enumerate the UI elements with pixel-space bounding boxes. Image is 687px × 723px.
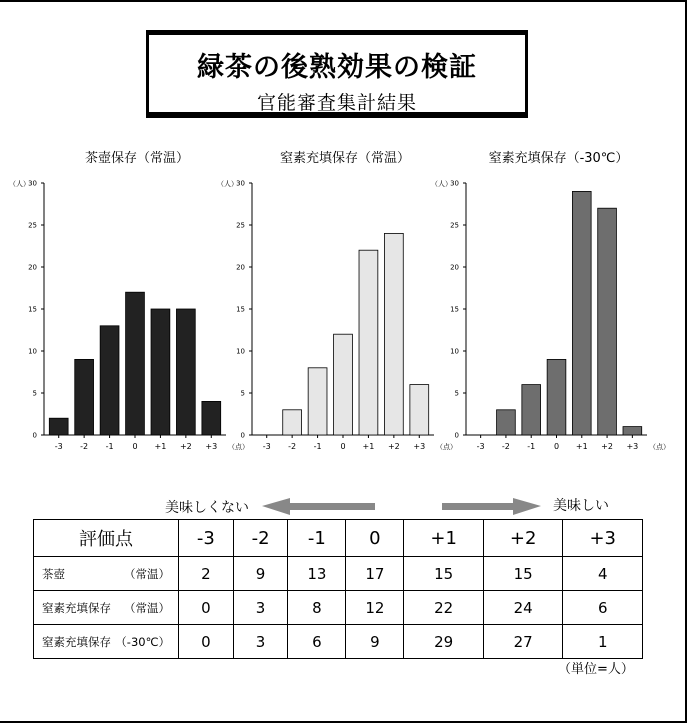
table-cell: 22 (404, 591, 484, 625)
results-table (33, 519, 643, 659)
x-tick-label: -3 (262, 442, 271, 451)
x-tick-label: -1 (527, 442, 536, 451)
y-tick-label: 30 (236, 179, 245, 188)
x-tick-label: -3 (476, 442, 485, 451)
y-tick-label: 5 (240, 389, 245, 398)
arrow-right-icon (442, 498, 541, 515)
y-tick-label: 10 (450, 347, 459, 356)
arrow-right-label: 美味しい (553, 498, 609, 514)
table-cell: 27 (483, 625, 563, 659)
table-cell: 0 (179, 591, 234, 625)
y-tick-label: 0 (240, 431, 245, 440)
arrow-left-label: 美味しくない (165, 500, 249, 516)
bar (384, 233, 403, 435)
row-name: 窒素充填保存 (42, 600, 111, 615)
table-cell: 13 (288, 557, 346, 591)
x-tick-label: -2 (288, 442, 297, 451)
table-cell: 2 (179, 557, 234, 591)
chart-title: 茶壺保存（常温） (84, 151, 190, 166)
arrow-left-icon (262, 498, 375, 515)
x-axis-unit: （点） (649, 443, 670, 451)
x-axis-unit: （点） (228, 443, 249, 451)
table-col-header: 0 (346, 520, 404, 557)
row-condition: （常温） (124, 600, 170, 615)
table-row (34, 591, 643, 625)
y-tick-label: 20 (236, 263, 245, 272)
table-cell: 12 (346, 591, 404, 625)
y-tick-label: 30 (28, 179, 37, 188)
table-col-header: -2 (233, 520, 288, 557)
table-col-header: +1 (404, 520, 484, 557)
y-tick-label: 20 (28, 263, 37, 272)
y-tick-label: 0 (32, 431, 37, 440)
bar-chart-3 (431, 150, 670, 451)
table-cell: 0 (179, 625, 234, 659)
x-axis-unit: （点） (436, 443, 457, 451)
table-cell: 4 (563, 557, 643, 591)
bar (497, 410, 516, 435)
row-name: 窒素充填保存 (42, 634, 111, 649)
x-tick-label: 0 (553, 442, 560, 451)
table-cell: 3 (233, 625, 288, 659)
y-tick-label: 30 (450, 179, 459, 188)
table-cell: 9 (346, 625, 404, 659)
table-header-label: 評価点 (34, 520, 179, 557)
chart-title: 窒素充填保存（常温） (279, 151, 411, 166)
bar (334, 334, 353, 435)
row-name: 茶壺 (42, 566, 65, 581)
x-tick-label: -2 (80, 442, 89, 451)
bar (126, 292, 145, 435)
row-condition: （常温） (124, 566, 170, 581)
bar (176, 309, 195, 435)
table-row-label (34, 591, 179, 625)
table-cell: 17 (346, 557, 404, 591)
table-cell: 15 (404, 557, 484, 591)
y-tick-label: 20 (450, 263, 459, 272)
y-tick-label: 10 (236, 347, 245, 356)
bar (547, 359, 566, 435)
page-title: 緑茶の後熟効果の検証 (197, 52, 477, 83)
y-tick-label: 0 (454, 431, 459, 440)
table-row (34, 625, 643, 659)
bar (359, 250, 378, 435)
bar (202, 401, 221, 435)
x-tick-label: +3 (626, 442, 639, 451)
table-cell: 6 (288, 625, 346, 659)
table-cell: 24 (483, 591, 563, 625)
y-axis-unit: （人） (9, 180, 30, 188)
table-row-label (34, 625, 179, 659)
row-condition: （-30℃） (115, 634, 170, 649)
table-cell: 9 (233, 557, 288, 591)
x-tick-label: 0 (340, 442, 346, 451)
y-tick-label: 25 (28, 221, 37, 230)
table-cell: 29 (404, 625, 484, 659)
y-tick-label: 5 (454, 389, 459, 398)
table-col-header: -3 (179, 520, 234, 557)
table-cell: 15 (483, 557, 563, 591)
bar-chart-1 (9, 150, 249, 451)
x-tick-label: +1 (154, 442, 167, 451)
y-tick-label: 5 (32, 389, 37, 398)
x-tick-label: -1 (313, 442, 322, 451)
y-tick-label: 15 (450, 305, 459, 314)
bar (410, 385, 429, 435)
bar (598, 208, 617, 435)
bar (75, 359, 94, 435)
chart-title: 窒素充填保存（-30℃） (488, 151, 629, 166)
page-subtitle: 官能審査集計結果 (256, 92, 417, 114)
x-tick-label: +3 (413, 442, 426, 451)
x-tick-label: -2 (501, 442, 510, 451)
table-row-label (34, 557, 179, 591)
y-axis-unit: （人） (431, 180, 452, 188)
bar (151, 309, 170, 435)
bar (522, 385, 541, 435)
table-row (34, 557, 643, 591)
table-col-header: +2 (483, 520, 563, 557)
table-cell: 3 (233, 591, 288, 625)
y-tick-label: 10 (28, 347, 37, 356)
x-tick-label: -1 (105, 442, 114, 451)
y-axis-unit: （人） (217, 180, 238, 188)
table-col-header: +3 (563, 520, 643, 557)
x-tick-label: +2 (601, 442, 613, 451)
y-tick-label: 25 (450, 221, 459, 230)
x-tick-label: +3 (205, 442, 218, 451)
x-tick-label: +1 (575, 442, 588, 451)
bar (283, 410, 302, 435)
x-tick-label: +2 (387, 442, 400, 451)
x-tick-label: +1 (362, 442, 375, 451)
table-header-row (34, 520, 643, 557)
bar-chart-2 (217, 150, 457, 451)
table-col-header: -1 (288, 520, 346, 557)
bar (100, 326, 119, 435)
table-cell: 8 (288, 591, 346, 625)
table-cell: 1 (563, 625, 643, 659)
y-tick-label: 15 (236, 305, 245, 314)
x-tick-label: +2 (179, 442, 192, 451)
y-tick-label: 25 (236, 221, 245, 230)
y-tick-label: 15 (28, 305, 37, 314)
bar (308, 368, 327, 435)
bar (49, 418, 68, 435)
bar (623, 427, 642, 435)
x-tick-label: 0 (132, 442, 138, 451)
x-tick-label: -3 (54, 442, 63, 451)
table-unit-note: （単位=人） (558, 662, 634, 677)
table-cell: 6 (563, 591, 643, 625)
bar (572, 191, 591, 435)
